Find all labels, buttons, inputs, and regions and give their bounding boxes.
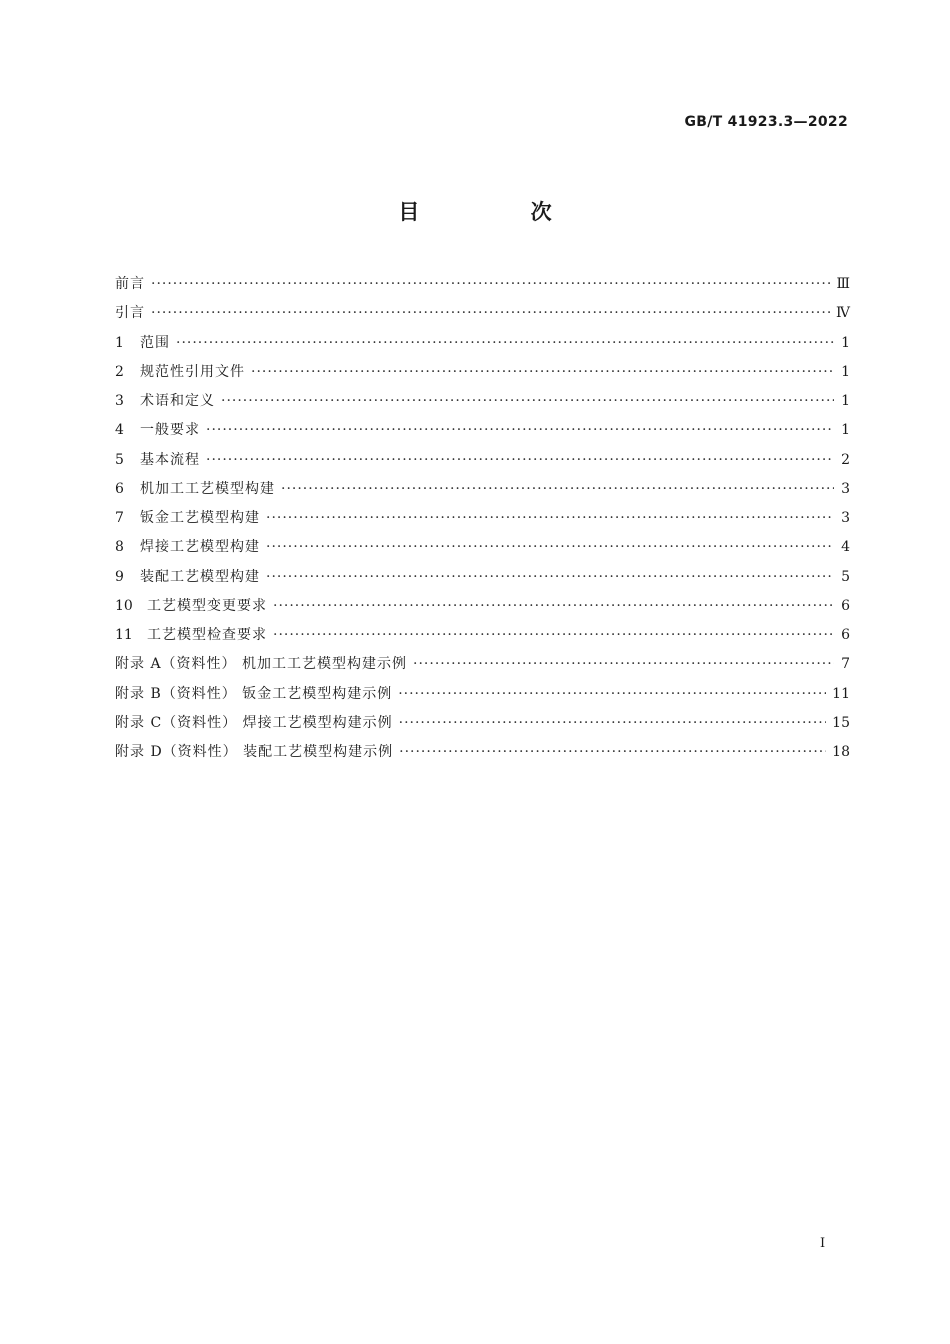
toc-leader-dots [151, 270, 830, 299]
toc-entry-foreword[interactable] [115, 270, 850, 299]
toc-entry-page: 3 [841, 480, 850, 497]
toc-leader-dots [266, 533, 834, 562]
toc-entry-label: 工艺模型变更要求 [147, 597, 267, 614]
toc-entry-number: 5 [115, 451, 124, 468]
toc-entry-4[interactable] [115, 416, 850, 445]
page-title: 目 次 [398, 200, 604, 224]
toc-entry-label: 附录 A（资料性） 机加工工艺模型构建示例 [115, 656, 408, 673]
toc-entry-label: 术语和定义 [140, 393, 215, 409]
toc-leader-dots [151, 299, 830, 328]
toc-entry-page: Ⅳ [836, 305, 850, 322]
toc-entry-label: 附录 C（资料性） 焊接工艺模型构建示例 [115, 714, 393, 731]
toc-entry-8[interactable] [115, 533, 850, 562]
toc-entry-number: 6 [115, 480, 124, 497]
toc-leader-dots [206, 416, 834, 445]
toc-entry-label: 基本流程 [140, 451, 200, 468]
toc-leader-dots [266, 563, 834, 592]
toc-leader-dots [273, 621, 834, 650]
toc-entry-introduction[interactable] [115, 299, 850, 328]
toc-entry-label: 引言 [115, 305, 145, 322]
toc-leader-dots [206, 446, 834, 475]
toc-entry-page: 1 [841, 393, 850, 409]
toc-entry-label: 一般要求 [140, 422, 200, 439]
toc-entry-label: 装配工艺模型构建 [140, 568, 260, 585]
toc-leader-dots [413, 650, 834, 679]
toc-entry-page: 18 [832, 744, 850, 760]
toc-entry-annex-d[interactable] [115, 738, 850, 767]
toc-entry-label: 机加工工艺模型构建 [140, 480, 275, 497]
toc-entry-page: 2 [841, 451, 850, 468]
toc-leader-dots [399, 709, 827, 738]
page-number: Ⅰ [820, 1236, 826, 1251]
toc-entry-page: 5 [841, 568, 850, 585]
toc-leader-dots [398, 680, 826, 709]
toc-entry-label: 附录 D（资料性） 装配工艺模型构建示例 [115, 744, 394, 760]
toc-entry-number: 8 [115, 539, 124, 556]
toc-entry-1[interactable] [115, 329, 850, 358]
toc-entry-annex-a[interactable] [115, 650, 850, 679]
toc-leader-dots [281, 475, 834, 504]
toc-entry-page: 6 [841, 597, 850, 614]
toc-entry-page: 15 [832, 714, 850, 731]
toc-entry-label: 规范性引用文件 [140, 363, 245, 380]
toc-entry-page: 1 [841, 422, 850, 439]
standard-number: GB/T 41923.3—2022 [684, 114, 848, 130]
toc-leader-dots [251, 358, 834, 387]
toc-entry-label: 前言 [115, 276, 145, 292]
toc-entry-page: Ⅲ [836, 276, 850, 292]
toc-entry-page: 1 [841, 363, 850, 380]
toc-entry-label: 工艺模型检查要求 [147, 627, 267, 643]
toc-leader-dots [221, 387, 834, 416]
toc-entry-5[interactable] [115, 446, 850, 475]
toc-entry-6[interactable] [115, 475, 850, 504]
toc-leader-dots [176, 329, 834, 358]
toc-entry-2[interactable] [115, 358, 850, 387]
toc-entry-page: 6 [841, 627, 850, 643]
toc-entry-label: 焊接工艺模型构建 [140, 539, 260, 556]
toc-entry-10[interactable] [115, 592, 850, 621]
toc-entry-7[interactable] [115, 504, 850, 533]
toc-entry-page: 7 [841, 656, 850, 673]
toc-entry-number: 7 [115, 510, 124, 526]
toc-entry-label: 附录 B（资料性） 钣金工艺模型构建示例 [115, 685, 393, 702]
toc-entry-3[interactable] [115, 387, 850, 416]
toc-entry-number: 10 [115, 597, 133, 614]
toc-entry-number: 1 [115, 334, 124, 351]
toc-entry-9[interactable] [115, 563, 850, 592]
toc-entry-page: 4 [841, 539, 850, 556]
toc-entry-label: 范围 [140, 334, 170, 351]
toc-entry-number: 11 [115, 627, 133, 643]
toc-leader-dots [399, 738, 826, 767]
toc-leader-dots [266, 504, 834, 533]
toc-entry-number: 4 [115, 422, 124, 439]
toc-entry-page: 3 [841, 510, 850, 526]
toc-entry-number: 2 [115, 363, 124, 380]
toc-entry-page: 1 [841, 334, 850, 351]
toc-entry-11[interactable] [115, 621, 850, 650]
toc-entry-number: 9 [115, 568, 124, 585]
toc-entry-annex-b[interactable] [115, 680, 850, 709]
toc-entry-page: 11 [832, 685, 850, 702]
toc-entry-number: 3 [115, 393, 124, 409]
table-of-contents [115, 270, 850, 767]
toc-entry-label: 钣金工艺模型构建 [140, 510, 260, 526]
toc-entry-annex-c[interactable] [115, 709, 850, 738]
toc-leader-dots [273, 592, 834, 621]
